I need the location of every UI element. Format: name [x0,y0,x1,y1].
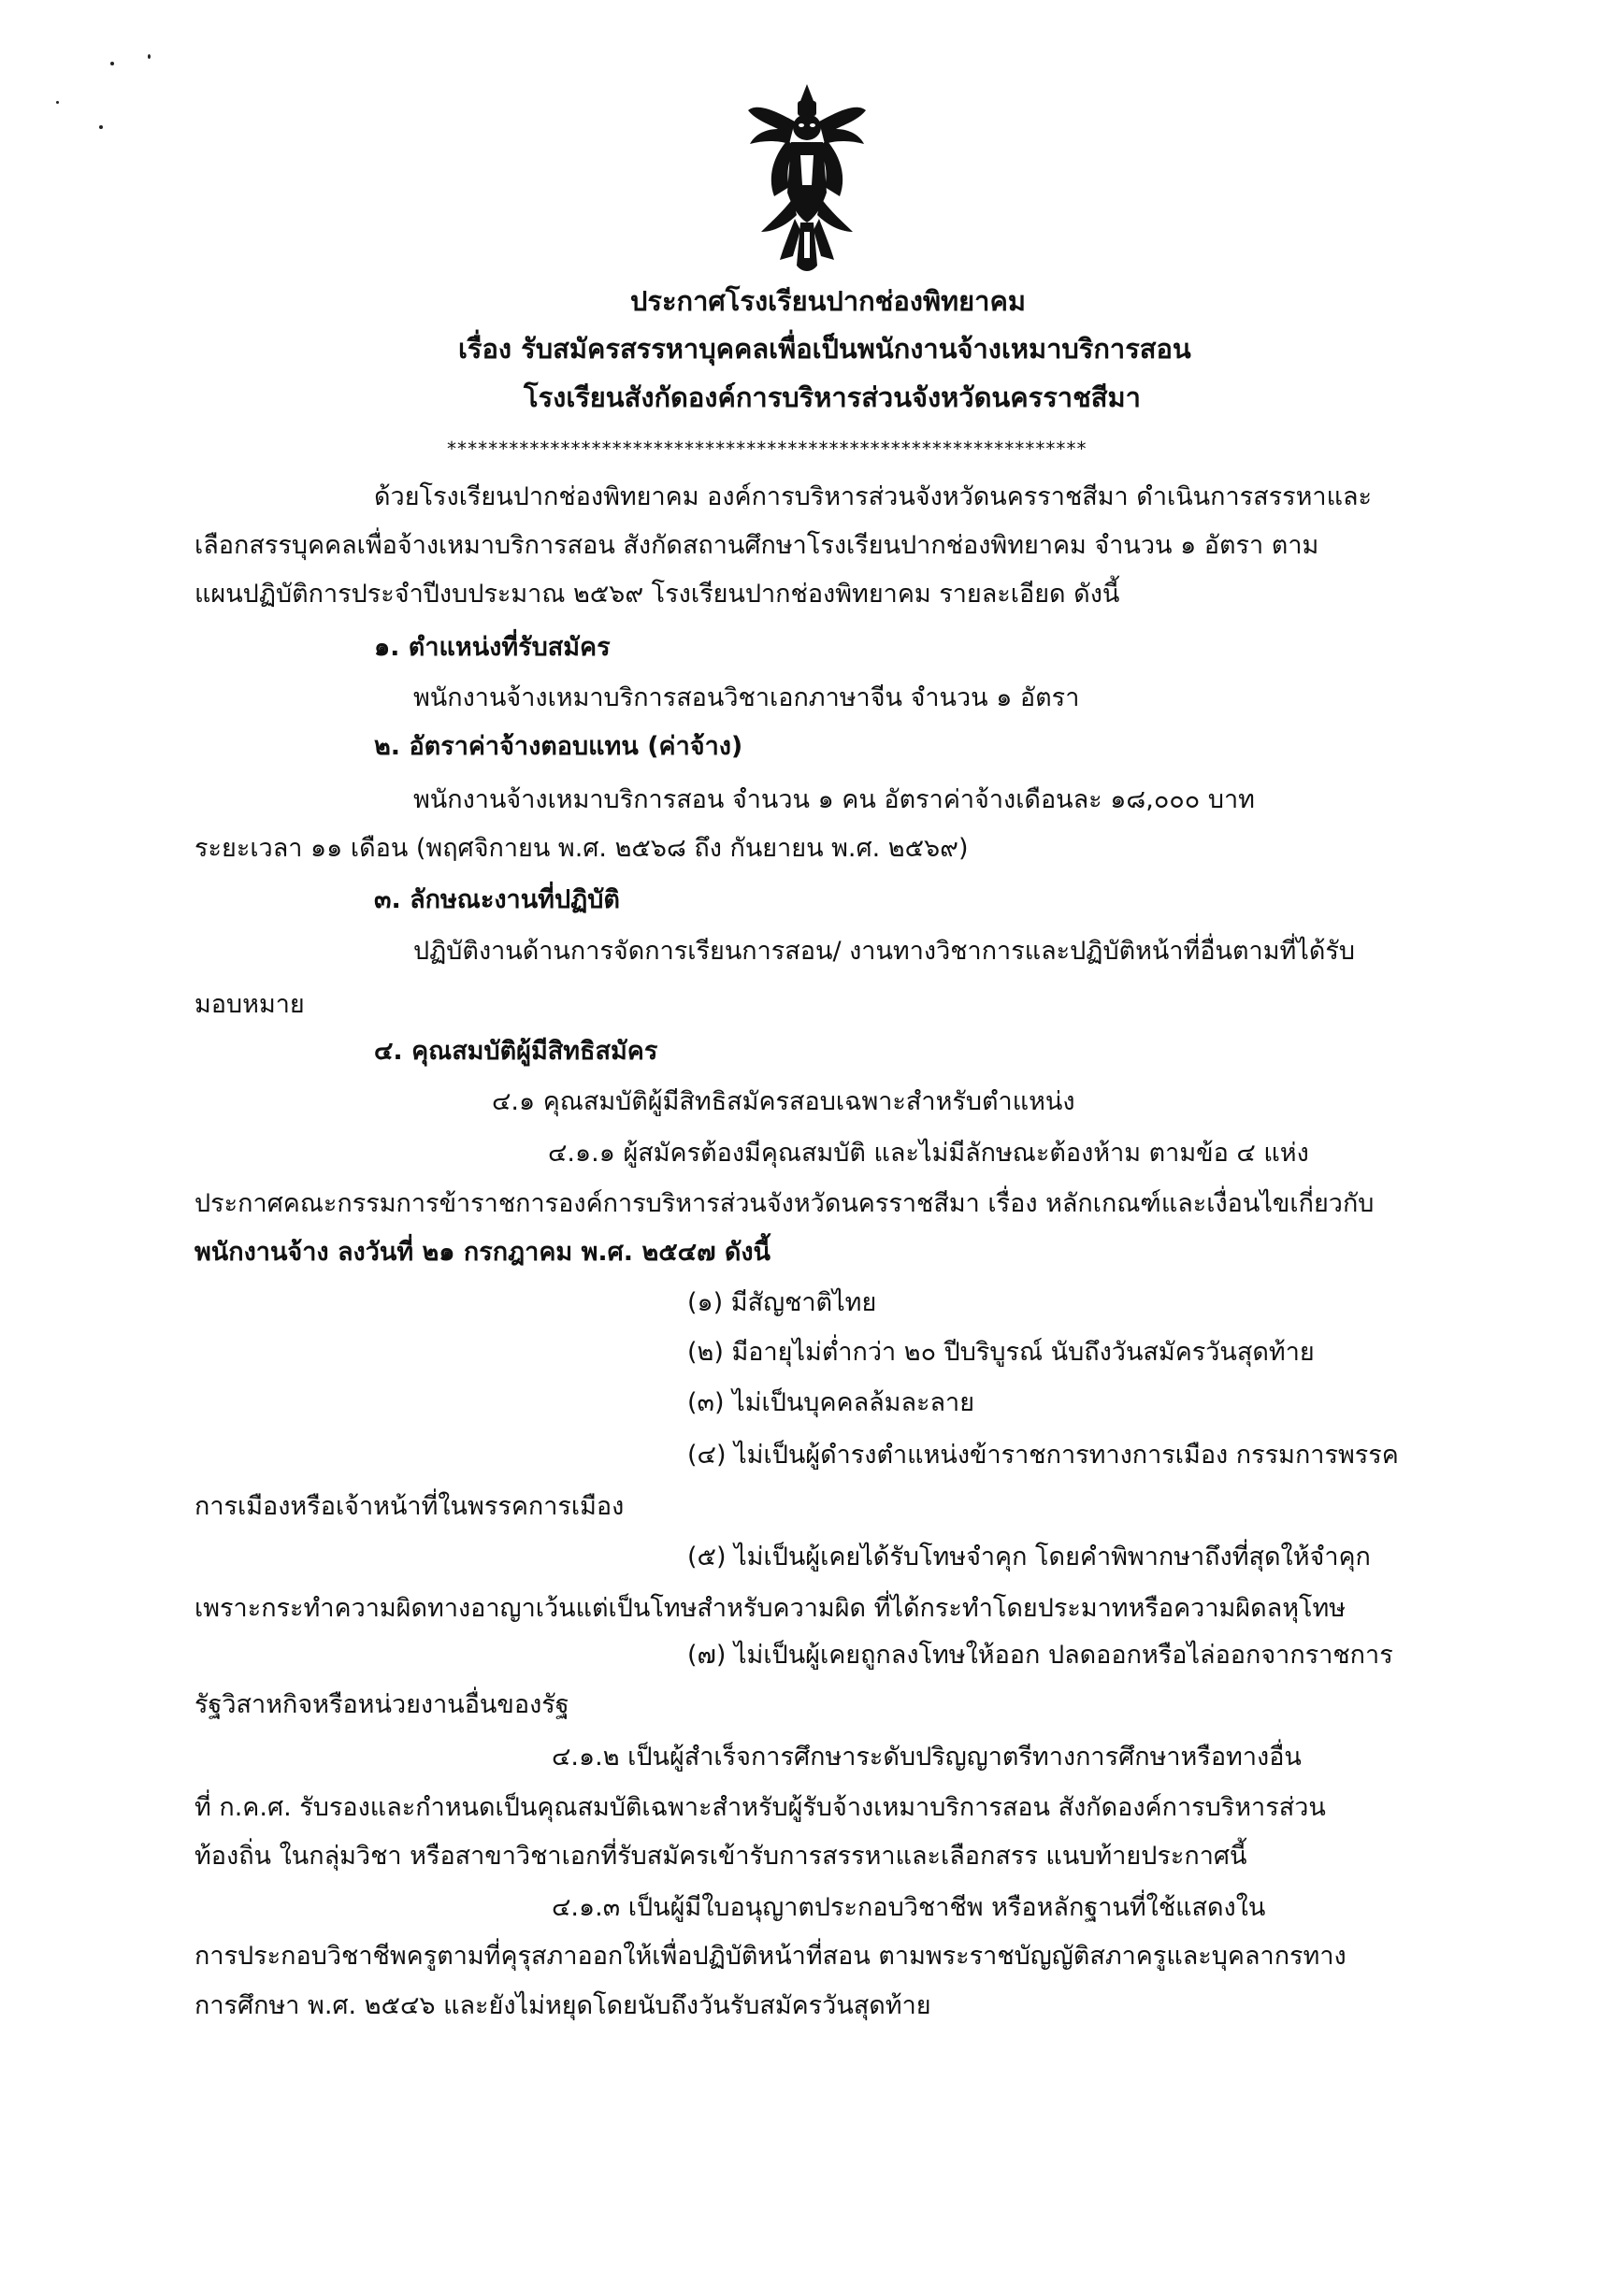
list-item-7-line-2: รัฐวิสาหกิจหรือหน่วยงานอื่นของรัฐ [194,1690,569,1719]
section-2-heading: ๒. อัตราค่าจ้างตอบแทน (ค่าจ้าง) [374,732,743,761]
section-4-1-3-line-1: ๔.๑.๓ เป็นผู้มีใบอนุญาตประกอบวิชาชีพ หรือหลักฐานที่ใช้แสดงใน [552,1893,1266,1922]
section-3-heading: ๓. ลักษณะงานที่ปฏิบัติ [374,885,620,914]
section-4-1-3-line-2: การประกอบวิชาชีพครูตามที่คุรุสภาออกให้เพื่อปฏิบัติหน้าที่สอน ตามพระราชบัญญัติสภาครูและบุคลากรทาง [194,1942,1347,1971]
garuda-emblem-icon [746,82,868,277]
section-4-1-1-line-3: พนักงานจ้าง ลงวันที่ ๒๑ กรกฎาคม พ.ศ. ๒๕๔๗ ดังนี้ [194,1238,770,1267]
section-4-1-heading: ๔.๑ คุณสมบัติผู้มีสิทธิสมัครสอบเฉพาะสำหรับตำแหน่ง [492,1087,1075,1116]
list-item-7-line-1: (๗) ไม่เป็นผู้เคยถูกลงโทษให้ออก ปลดออกหรือไล่ออกจากราชการ [687,1641,1393,1670]
scan-speck [56,101,59,104]
section-4-1-1-line-2: ประกาศคณะกรรมการข้าราชการองค์การบริหารส่วนจังหวัดนครราชสีมา เรื่อง หลักเกณฑ์และเงื่อนไขเกี่ยวกับ [194,1189,1375,1218]
intro-line-3: แผนปฏิบัติการประจำปีงบประมาณ ๒๕๖๙ โรงเรียนปากช่องพิทยาคม รายละเอียด ดังนี้ [194,580,1120,609]
section-4-heading: ๔. คุณสมบัติผู้มีสิทธิสมัคร [374,1037,658,1066]
section-4-1-2-line-3: ท้องถิ่น ในกลุ่มวิชา หรือสาขาวิชาเอกที่รับสมัครเข้ารับการสรรหาและเลือกสรร แนบท้ายประกาศนี้ [194,1842,1247,1871]
list-item-5-line-1: (๕) ไม่เป็นผู้เคยได้รับโทษจำคุก โดยคำพิพากษาถึงที่สุดให้จำคุก [687,1543,1371,1571]
list-item-2: (๒) มีอายุไม่ต่ำกว่า ๒๐ ปีบริบูรณ์ นับถึงวันสมัครวันสุดท้าย [687,1338,1315,1367]
list-item-4-line-2: การเมืองหรือเจ้าหน้าที่ในพรรคการเมือง [194,1492,625,1521]
title-line-1: ประกาศโรงเรียนปากช่องพิทยาคม [630,285,1026,317]
title-line-3: โรงเรียนสังกัดองค์การบริหารส่วนจังหวัดนครราชสีมา [524,381,1141,413]
scan-speck [99,125,103,129]
scan-speck [148,54,151,59]
section-2-body-line-2: ระยะเวลา ๑๑ เดือน (พฤศจิกายน พ.ศ. ๒๕๖๘ ถึง กันยายน พ.ศ. ๒๕๖๙) [194,834,969,863]
scan-speck [110,62,114,65]
section-1-heading: ๑. ตำแหน่งที่รับสมัคร [374,633,611,662]
list-item-1: (๑) มีสัญชาติไทย [687,1288,877,1317]
intro-line-2: เลือกสรรบุคคลเพื่อจ้างเหมาบริการสอน สังกัดสถานศึกษาโรงเรียนปากช่องพิทยาคม จำนวน ๑ อัตรา ตาม [194,531,1319,560]
section-4-1-2-line-1: ๔.๑.๒ เป็นผู้สำเร็จการศึกษาระดับปริญญาตรีทางการศึกษาหรือทางอื่น [552,1743,1302,1772]
list-item-4-line-1: (๔) ไม่เป็นผู้ดำรงตำแหน่งข้าราชการทางการเมือง กรรมการพรรค [687,1441,1399,1470]
title-line-2: เรื่อง รับสมัครสรรหาบุคคลเพื่อเป็นพนักงานจ้างเหมาบริการสอน [458,333,1191,365]
section-1-body: พนักงานจ้างเหมาบริการสอนวิชาเอกภาษาจีน จำนวน ๑ อัตรา [413,683,1080,712]
intro-line-1: ด้วยโรงเรียนปากช่องพิทยาคม องค์การบริหารส่วนจังหวัดนครราชสีมา ดำเนินการสรรหาและ [374,482,1373,511]
section-4-1-2-line-2: ที่ ก.ค.ศ. รับรองและกำหนดเป็นคุณสมบัติเฉพาะสำหรับผู้รับจ้างเหมาบริการสอน สังกัดองค์การบริหารส่วน [194,1793,1326,1822]
title-separator: ************************************************************** [446,438,1087,460]
section-4-1-1-line-1: ๔.๑.๑ ผู้สมัครต้องมีคุณสมบัติ และไม่มีลักษณะต้องห้าม ตามข้อ ๔ แห่ง [548,1139,1309,1168]
list-item-3: (๓) ไม่เป็นบุคคลล้มละลาย [687,1388,975,1417]
section-3-body-line-1: ปฏิบัติงานด้านการจัดการเรียนการสอน/ งานทางวิชาการและปฏิบัติหน้าที่อื่นตามที่ได้รับ [413,937,1356,966]
section-2-body-line-1: พนักงานจ้างเหมาบริการสอน จำนวน ๑ คน อัตราค่าจ้างเดือนละ ๑๘,๐๐๐ บาท [413,785,1255,814]
section-4-1-3-line-3: การศึกษา พ.ศ. ๒๕๔๖ และยังไม่หยุดโดยนับถึงวันรับสมัครวันสุดท้าย [194,1991,931,2020]
section-3-body-line-2: มอบหมาย [194,990,305,1019]
list-item-5-line-2: เพราะกระทำความผิดทางอาญาเว้นแต่เป็นโทษสำหรับความผิด ที่ได้กระทำโดยประมาทหรือความผิดลหุโทษ [194,1594,1347,1623]
